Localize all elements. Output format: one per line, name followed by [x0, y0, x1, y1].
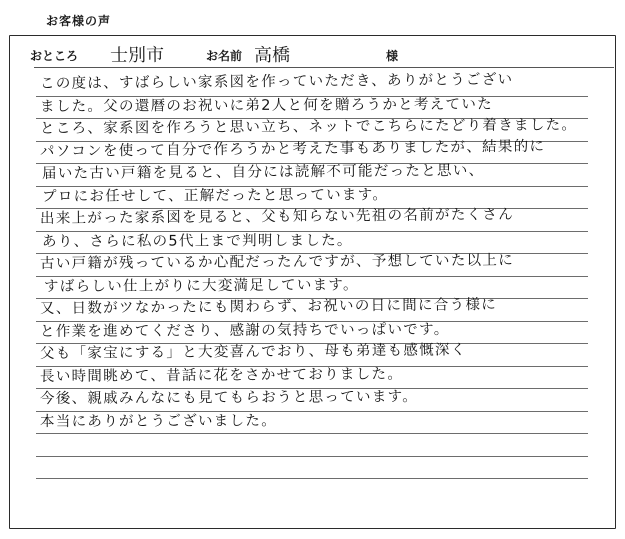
header-divider [34, 67, 614, 68]
address-value: 士別市 [109, 44, 165, 67]
ruled-line [36, 478, 588, 479]
handwritten-line: ました。父の還暦のお祝いに弟2人と何を贈ろうかと考えていた [39, 96, 493, 115]
honorific-label: 様 [386, 49, 399, 63]
handwritten-line: あり、さらに私の5代上まで判明しました。 [41, 232, 353, 250]
form-title: お客様の声 [46, 14, 112, 28]
name-label: お名前 [206, 49, 243, 63]
handwritten-line: 本当にありがとうございました。 [39, 412, 278, 430]
ruled-line [36, 411, 588, 412]
handwritten-line: 今後、親戚みんなにも見てもらおうと思っています。 [39, 389, 419, 407]
handwritten-line: この度は、すばらしい家系図を作っていただき、ありがとうござい [39, 71, 514, 92]
handwritten-line: ところ、家系図を作ろうと思い立ち、ネットでこちらにたどり着きました。 [39, 117, 578, 137]
name-value: 高橋 [253, 44, 291, 67]
handwritten-line: プロにお任せして、正解だったと思っています。 [41, 186, 389, 205]
ruled-line [36, 433, 588, 434]
handwritten-line: 出来上がった家系図を見ると、父も知らない先祖の名前がたくさん [39, 206, 515, 227]
header-row [30, 40, 590, 66]
handwritten-line: 父も「家宝にする」と大変喜んでおり、母も弟達も感慨深く [39, 342, 467, 362]
ruled-line [36, 456, 588, 457]
handwritten-line: すばらしい仕上がりに大変満足しています。 [43, 276, 359, 295]
handwritten-line: パソコンを使って自分で作ろうかと考えた事もありましたが、結果的に [39, 138, 546, 160]
handwritten-line: 長い時間眺めて、昔話に花をさかせておりました。 [39, 365, 404, 385]
handwritten-line: 又、日数がツなかったにも関わらず、お祝いの日に間に合う様に [39, 297, 498, 317]
handwritten-line: と作業を進めてくださり、感謝の気持ちでいっぱいです。 [39, 321, 450, 340]
handwritten-line: 届いた古い戸籍を見ると、自分には読解不可能だったと思い、 [41, 162, 485, 182]
handwritten-line: 古い戸籍が残っているか心配だったんですが、予想していた以上に [39, 252, 515, 272]
address-label: おところ [30, 49, 79, 63]
